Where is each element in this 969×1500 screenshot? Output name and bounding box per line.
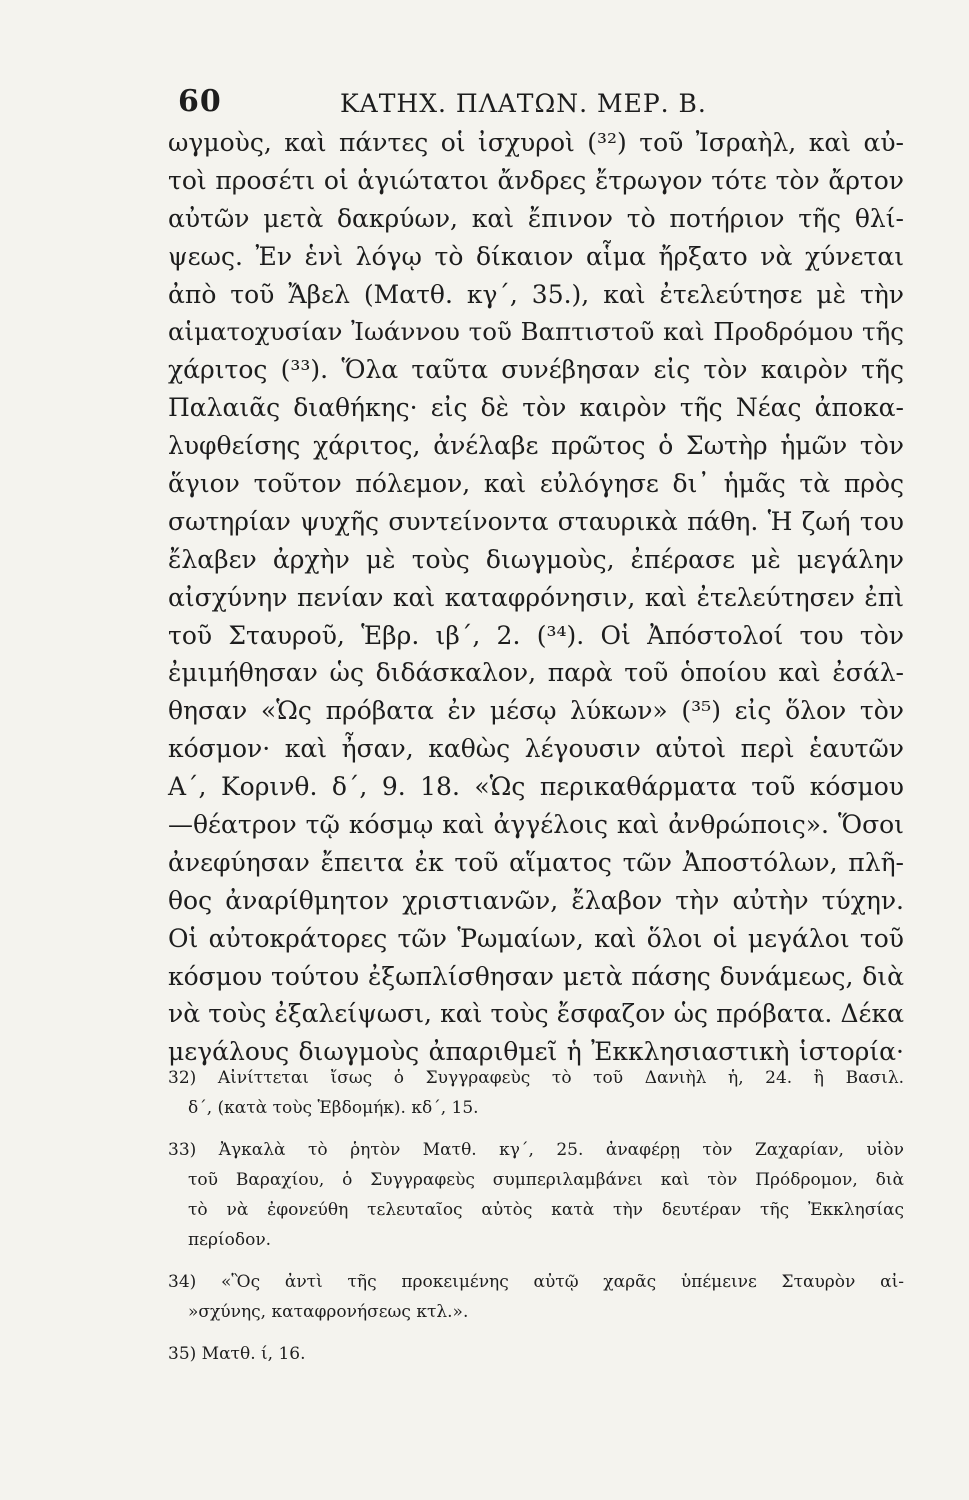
body-line: μεγάλους διωγμοὺς ἀπαριθμεῖ ἡ Ἐκκλησιαστικὴ ἱστορία·	[168, 1037, 904, 1067]
body-line: ἐμιμήθησαν ὡς διδάσκαλον, παρὰ τοῦ ὁποίου καὶ ἐσάλ-	[168, 658, 904, 688]
body-line: αὐτῶν μετὰ δακρύων, καὶ ἔπινον τὸ ποτήριον τῆς θλί-	[168, 203, 904, 233]
footnote-line: περίοδον.	[188, 1230, 272, 1250]
body-line: ἅγιον τοῦτον πόλεμον, καὶ εὐλόγησε δι᾽ ἡμᾶς τὰ πρὸς	[168, 469, 904, 499]
body-line: ἔλαβεν ἀρχὴν μὲ τοὺς διωγμοὺς, ἐπέρασε μὲ μεγάλην	[168, 544, 904, 574]
body-line: σωτηρίαν ψυχῆς συντείνοντα σταυρικὰ πάθη. Ἡ ζωή του	[168, 506, 904, 536]
footnote-line: »σχύνης, καταφρονήσεως κτλ.».	[188, 1302, 469, 1322]
footnote-line: 33) Ἀγκαλὰ τὸ ῥητὸν Ματθ. κγ΄, 25. ἀναφέρῃ τὸν Ζαχαρίαν, υἱὸν	[168, 1140, 904, 1160]
footnote-line: τὸ νὰ ἐφονεύθη τελευταῖος αὐτὸς κατὰ τὴν δευτέραν τῆς Ἐκκλησίας	[188, 1200, 904, 1220]
footnote-35	[168, 1339, 904, 1369]
footnote-line: 34) «Ὃς ἀντὶ τῆς προκειμένης αὐτῷ χαρᾶς ὑπέμεινε Σταυρὸν αἰ-	[168, 1272, 904, 1292]
body-line: λυφθείσης χάριτος, ἀνέλαβε πρῶτος ὁ Σωτὴρ ἡμῶν τὸν	[168, 431, 904, 461]
footnote-34	[168, 1267, 904, 1327]
body-line: νὰ τοὺς ἐξαλείψωσι, καὶ τοὺς ἔσφαζον ὡς πρόβατα. Δέκα	[168, 999, 904, 1029]
body-line: χάριτος (³³). Ὅλα ταῦτα συνέβησαν εἰς τὸν καιρὸν τῆς	[168, 355, 904, 385]
page-number: 60	[178, 84, 222, 119]
body-line: ψεως. Ἐν ἑνὶ λόγῳ τὸ δίκαιον αἷμα ἤρξατο νὰ χύνεται	[168, 241, 904, 271]
body-line: θησαν «Ὡς πρόβατα ἐν μέσῳ λύκων» (³⁵) εἰς ὅλον τὸν	[168, 696, 904, 726]
body-line: ἀπὸ τοῦ Ἄβελ (Ματθ. κγ΄, 35.), καὶ ἐτελεύτησε μὲ τὴν	[168, 279, 904, 309]
body-line: Α΄, Κορινθ. δ΄, 9. 18. «Ὡς περικαθάρματα τοῦ κόσμου	[168, 772, 904, 802]
footnote-line: 32) Αἰνίττεται ἴσως ὁ Συγγραφεὺς τὸ τοῦ Δανιὴλ ἡ, 24. ἢ Βασιλ.	[168, 1068, 904, 1088]
footnote-32	[168, 1063, 904, 1123]
footnotes	[168, 1063, 904, 1369]
body-line: τοὶ προσέτι οἱ ἁγιώτατοι ἄνδρες ἔτρωγον τότε τὸν ἄρτον	[168, 165, 904, 195]
running-title: ΚΑΤΗΧ. ΠΛΑΤΩΝ. ΜΕΡ. Β.	[340, 89, 707, 118]
body-line: ἀνεφύησαν ἔπειτα ἐκ τοῦ αἵματος τῶν Ἀποστόλων, πλῆ-	[168, 847, 904, 877]
body-line: τοῦ Σταυροῦ, Ἑβρ. ιβ΄, 2. (³⁴). Οἱ Ἀπόστολοί του τὸν	[168, 620, 904, 650]
body-line: αἱματοχυσίαν Ἰωάννου τοῦ Βαπτιστοῦ καὶ Προδρόμου τῆς	[168, 317, 904, 347]
body-line: ωγμοὺς, καὶ πάντες οἱ ἰσχυροὶ (³²) τοῦ Ἰσραὴλ, καὶ αὐ-	[168, 128, 904, 157]
body-line: Οἱ αὐτοκράτορες τῶν Ῥωμαίων, καὶ ὅλοι οἱ μεγάλοι τοῦ	[168, 923, 904, 953]
body-line: θος ἀναρίθμητον χριστιανῶν, ἔλαβον τὴν αὐτὴν τύχην.	[168, 885, 904, 915]
body-text	[168, 124, 904, 1071]
footnote-line: τοῦ Βαραχίου, ὁ Συγγραφεὺς συμπεριλαμβάνει καὶ τὸν Πρόδρομον, διὰ	[188, 1170, 904, 1190]
body-line: κόσμου τούτου ἐξωπλίσθησαν μετὰ πάσης δυνάμεως, διὰ	[168, 961, 904, 991]
footnote-line: δ΄, (κατὰ τοὺς Ἑβδομήκ). κδ΄, 15.	[188, 1098, 479, 1118]
body-line: αἰσχύνην πενίαν καὶ καταφρόνησιν, καὶ ἐτελεύτησεν ἐπὶ	[168, 582, 904, 612]
footnote-line: 35) Ματθ. ί, 16.	[168, 1344, 306, 1364]
footnote-33	[168, 1135, 904, 1255]
body-line: —θέατρον τῷ κόσμῳ καὶ ἀγγέλοις καὶ ἀνθρώποις». Ὅσοι	[168, 810, 904, 840]
body-line: κόσμον· καὶ ἦσαν, καθὼς λέγουσιν αὐτοὶ περὶ ἑαυτῶν	[168, 734, 904, 764]
body-line: Παλαιᾶς διαθήκης· εἰς δὲ τὸν καιρὸν τῆς Νέας ἀποκα-	[168, 393, 904, 423]
page-header	[178, 84, 738, 124]
